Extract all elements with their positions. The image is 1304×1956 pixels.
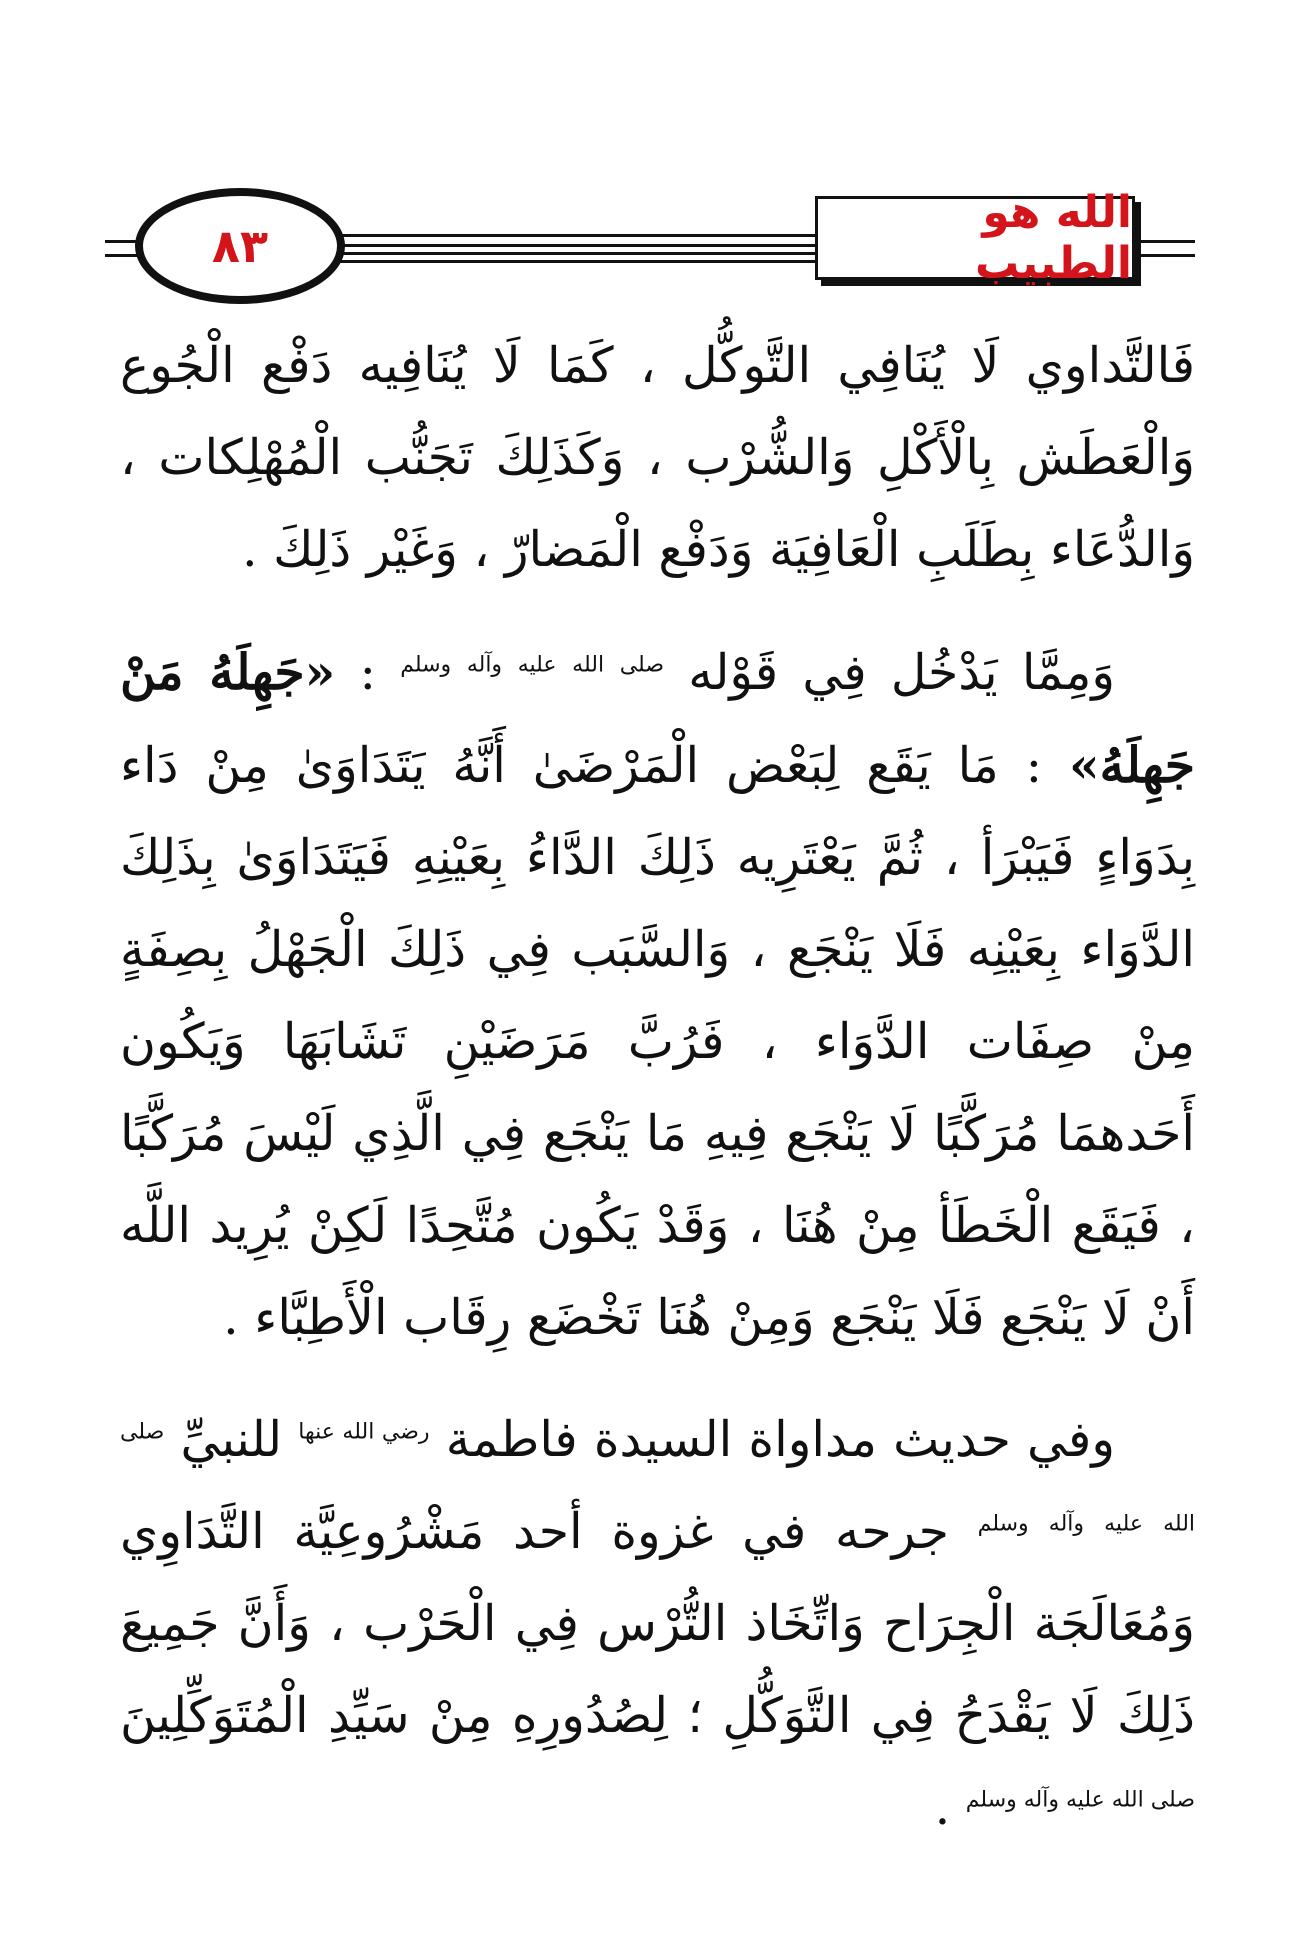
page-number-frame	[135, 188, 345, 304]
paragraph-text: وفي حديث مداواة السيدة فاطمة	[445, 1411, 1115, 1468]
honorific-glyph: صلى الله عليه وآله وسلم	[965, 1787, 1195, 1813]
honorific-glyph: صلى الله عليه وآله وسلم	[400, 652, 664, 678]
page-header	[105, 188, 1195, 308]
paragraph-text: جرحه في غزوة أحد مَشْرُوعِيَّة التَّدَاوِي وَمُعَالَجَة الْجِرَاح وَاتِّخَاذ التُّرْس فِي الْحَرْب ، وَأَنَّ جَمِيعَ ذَلِكَ لَا يَقْدَحُ فِي التَّوَكُّلِ ؛ لِصُدُورِهِ مِنْ سَيِّدِ الْمُتَوَكِّلِينَ	[120, 1503, 1195, 1744]
text-body	[120, 320, 1195, 1884]
paragraph-text: للنبيِّ	[180, 1411, 283, 1468]
paragraph-text: وَمِمَّا يَدْخُل فِي قَوْله	[688, 644, 1115, 701]
rule-stub-right	[1135, 254, 1195, 257]
paragraph	[120, 626, 1195, 1364]
paragraph	[120, 1394, 1195, 1854]
hadith-quote: «جَهِلَهُ مَنْ جَهِلَهُ»	[120, 643, 1196, 794]
honorific-glyph: رضي الله عنها	[298, 1419, 430, 1445]
running-title-box	[815, 187, 1135, 289]
paragraph-text: : مَا يَقَع لِبَعْض الْمَرْضَىٰ أَنَّهُ يَتَدَاوَىٰ مِنْ دَاء بِدَوَاءٍ فَيَبْرَأ ، ثُمَّ يَعْتَرِيه ذَلِكَ الدَّاءُ بِعَيْنِهِ فَيَتَدَاوَىٰ بِذَلِكَ الدَّوَاء بِعَيْنِه فَلَا يَنْجَع ، وَالسَّبَب فِي ذَلِكَ الْجَهْلُ بِصِفَةٍ مِنْ صِفَات الدَّوَاء ، فَرُبَّ مَرَضَيْنِ تَشَابَهَا وَيَكُون أَحَدهمَا مُرَكَّبًا لَا يَنْجَع فِيهِ مَا يَنْجَع فِي الَّذِي لَيْسَ مُرَكَّبًا ، فَيَقَع الْخَطَأ مِنْ هُنَا ، وَقَدْ يَكُون مُتَّحِدًا لَكِنْ يُرِيد اللَّه أَنْ لَا يَنْجَع فَلَا يَنْجَع وَمِنْ هُنَا تَخْضَع رِقَاب الْأَطِبَّاء .	[120, 737, 1195, 1346]
paragraph	[120, 320, 1195, 596]
punctuation: :	[335, 644, 376, 701]
page-number: ٨٣	[211, 219, 269, 273]
honorific-glyph: صلى الله عليه وآله وسلم	[120, 1419, 1196, 1537]
punctuation: .	[934, 1779, 951, 1836]
rule-stub-right	[1135, 240, 1195, 243]
running-title: الله هو الطبيب	[975, 187, 1132, 289]
paragraph-text: فَالتَّداوي لَا يُنَافِي التَّوكُّل ، كَمَا لَا يُنَافِيه دَفْع الْجُوع وَالْعَطَش بِالْأَكْلِ وَالشُّرْب ، وَكَذَلِكَ تَجَنُّب الْمُهْلِكات ، وَالدُّعَاء بِطَلَبِ الْعَافِيَة وَدَفْع الْمَضارّ ، وَغَيْر ذَلِكَ .	[120, 337, 1195, 578]
